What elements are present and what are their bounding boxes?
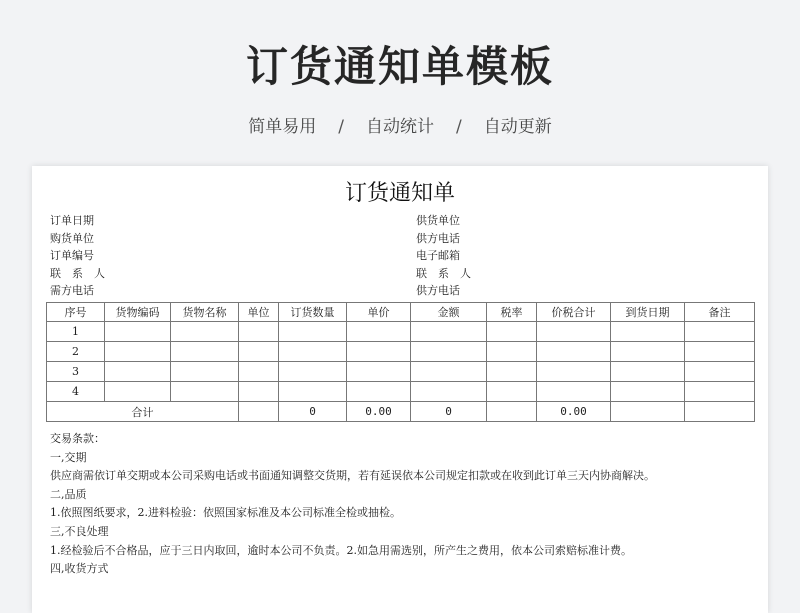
col-header: 货物编码 <box>105 303 171 322</box>
table-cell[interactable] <box>279 322 347 342</box>
buyer-info <box>50 212 105 300</box>
table-header-row <box>47 303 755 322</box>
tag-auto-update: 自动更新 <box>483 117 552 137</box>
tag-auto-stat: 自动统计 <box>366 117 434 137</box>
table-cell[interactable] <box>239 362 279 382</box>
table-cell <box>239 402 279 422</box>
table-cell[interactable] <box>279 382 347 402</box>
col-header: 订货数量 <box>279 303 347 322</box>
table-cell[interactable] <box>279 342 347 362</box>
table-cell <box>487 402 537 422</box>
table-cell[interactable] <box>411 362 487 382</box>
terms-text: 1.经检验后不合格品，应于三日内取回，逾时本公司不负责。2.如急用需选别，所产生之费用，依本公司索赔标准计费。 <box>50 543 632 557</box>
totals-label: 合计 <box>47 402 239 422</box>
table-cell[interactable] <box>347 322 411 342</box>
table-cell[interactable] <box>611 382 685 402</box>
tag-separator: / <box>338 117 344 137</box>
table-cell[interactable] <box>487 322 537 342</box>
terms-section-title: 二,品质 <box>50 487 87 501</box>
terms-section-title: 三,不良处理 <box>50 524 109 538</box>
col-header: 单位 <box>239 303 279 322</box>
order-table <box>46 302 755 422</box>
total-unit-price: 0.00 <box>347 402 411 422</box>
col-header: 货物名称 <box>171 303 239 322</box>
table-row <box>47 342 755 362</box>
table-cell[interactable] <box>171 322 239 342</box>
table-cell[interactable] <box>411 382 487 402</box>
terms-heading: 交易条款： <box>50 432 105 445</box>
feature-tags <box>0 112 800 137</box>
table-cell[interactable] <box>347 362 411 382</box>
col-header: 单价 <box>347 303 411 322</box>
field-order-date[interactable]: 订单日期 <box>50 214 94 227</box>
total-quantity: 0 <box>279 402 347 422</box>
page-title: 订货通知单模板 <box>245 42 554 91</box>
table-cell[interactable] <box>487 382 537 402</box>
table-cell[interactable] <box>611 342 685 362</box>
totals-row <box>47 402 755 422</box>
table-cell[interactable] <box>611 322 685 342</box>
terms-text: 1.依照图纸要求，2.进料检验：依照国家标准及本公司标准全检或抽检。 <box>50 506 401 520</box>
trade-terms <box>50 430 760 579</box>
order-sheet <box>32 166 768 613</box>
terms-text: 供应商需依订单交期或本公司采购电话或书面通知调整交货期，若有延误依本公司规定扣款或在收到此订单三天内协商解决。 <box>50 469 655 483</box>
table-cell <box>611 402 685 422</box>
terms-section-title: 四,收货方式 <box>50 562 109 576</box>
tag-easy: 简单易用 <box>248 117 317 137</box>
total-amount: 0 <box>411 402 487 422</box>
table-cell[interactable] <box>537 382 611 402</box>
table-cell[interactable] <box>105 362 171 382</box>
field-supplier-unit[interactable]: 供货单位 <box>416 214 460 227</box>
table-cell[interactable] <box>537 362 611 382</box>
table-cell[interactable] <box>685 382 755 402</box>
table-cell[interactable] <box>279 362 347 382</box>
table-cell[interactable] <box>411 342 487 362</box>
table-cell[interactable] <box>347 382 411 402</box>
field-supplier-phone[interactable]: 供方电话 <box>416 231 460 245</box>
table-cell[interactable] <box>239 382 279 402</box>
table-cell[interactable] <box>105 342 171 362</box>
table-cell[interactable] <box>239 322 279 342</box>
field-buyer-unit[interactable]: 购货单位 <box>50 231 94 245</box>
table-row <box>47 322 755 342</box>
total-tax-inclusive: 0.00 <box>537 402 611 422</box>
table-cell[interactable] <box>685 322 755 342</box>
field-email[interactable]: 电子邮箱 <box>416 249 460 263</box>
table-cell[interactable] <box>105 322 171 342</box>
table-cell[interactable] <box>685 362 755 382</box>
document-title: 订货通知单 <box>344 181 455 206</box>
col-header: 价税合计 <box>537 303 611 322</box>
table-cell[interactable] <box>537 322 611 342</box>
table-cell[interactable] <box>411 322 487 342</box>
row-number: 3 <box>47 362 105 382</box>
table-row <box>47 362 755 382</box>
col-header: 到货日期 <box>611 303 685 322</box>
field-order-number[interactable]: 订单编号 <box>50 249 94 263</box>
col-header: 金额 <box>411 303 487 322</box>
table-cell <box>685 402 755 422</box>
row-number: 4 <box>47 382 105 402</box>
table-cell[interactable] <box>171 362 239 382</box>
supplier-info <box>416 212 471 300</box>
table-row <box>47 382 755 402</box>
col-header: 备注 <box>685 303 755 322</box>
col-header: 序号 <box>47 303 105 322</box>
table-cell[interactable] <box>487 362 537 382</box>
table-cell[interactable] <box>611 362 685 382</box>
table-cell[interactable] <box>105 382 171 402</box>
col-header: 税率 <box>487 303 537 322</box>
row-number: 2 <box>47 342 105 362</box>
table-cell[interactable] <box>171 382 239 402</box>
field-supplier-phone-2[interactable]: 供方电话 <box>416 284 460 298</box>
field-buyer-phone[interactable]: 需方电话 <box>50 284 94 298</box>
table-cell[interactable] <box>537 342 611 362</box>
table-cell[interactable] <box>171 342 239 362</box>
table-cell[interactable] <box>487 342 537 362</box>
table-cell[interactable] <box>239 342 279 362</box>
tag-separator: / <box>456 117 462 137</box>
terms-section-title: 一,交期 <box>50 450 87 464</box>
table-cell[interactable] <box>685 342 755 362</box>
row-number: 1 <box>47 322 105 342</box>
field-buyer-contact[interactable]: 联 系 人 <box>50 266 105 280</box>
field-supplier-contact[interactable]: 联 系 人 <box>416 266 471 280</box>
table-cell[interactable] <box>347 342 411 362</box>
